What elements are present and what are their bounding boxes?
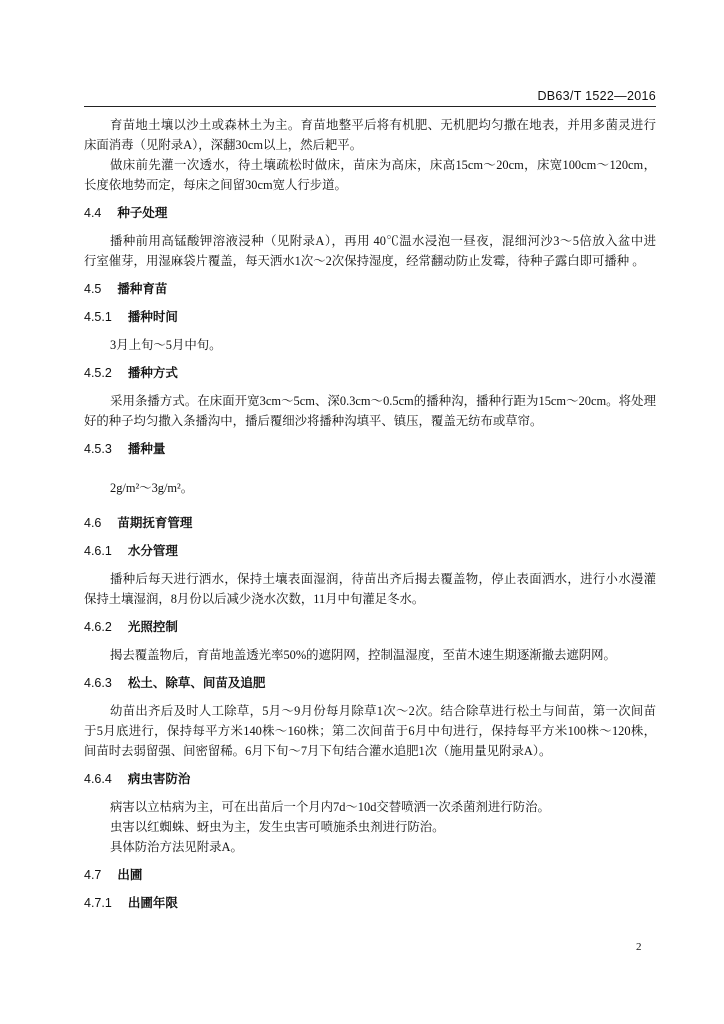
section-heading <box>84 513 656 533</box>
section-number: 4.5 <box>84 282 102 296</box>
paragraph <box>84 115 656 155</box>
section-number: 4.7.1 <box>84 896 112 910</box>
section-heading <box>84 769 656 789</box>
section-title: 光照控制 <box>127 620 178 634</box>
text-line: 行室催芽，用湿麻袋片覆盖，每天洒水1次～2次保持湿度，经常翻动防止发霉，待种子露白即可播种 。 <box>84 254 645 268</box>
document-body <box>84 115 656 913</box>
section-number: 4.5.2 <box>84 366 112 380</box>
section-number: 4.5.3 <box>84 442 112 456</box>
text-line: 好的种子均匀撒入条播沟中，播后覆细沙将播种沟填平、镇压，覆盖无纺布或草帘。 <box>84 414 543 428</box>
section-heading <box>84 893 656 913</box>
paragraph <box>84 335 656 355</box>
paragraph <box>84 701 656 761</box>
section-number: 4.4 <box>84 206 102 220</box>
section-heading <box>84 865 656 885</box>
text-line: 3月上旬～5月中旬。 <box>110 338 222 352</box>
text-line: 保持土壤湿润，8月份以后减少浇水次数，11月中旬灌足冬水。 <box>84 592 425 606</box>
section-title: 播种育苗 <box>117 282 168 296</box>
section-heading <box>84 279 656 299</box>
section-title: 种子处理 <box>117 206 168 220</box>
text-line: 具体防治方法见附录A。 <box>110 840 243 854</box>
section-number: 4.7 <box>84 868 102 882</box>
section-heading <box>84 203 656 223</box>
section-number: 4.6 <box>84 516 102 530</box>
page-number: 2 <box>636 941 642 953</box>
paragraph <box>84 645 656 665</box>
paragraph <box>84 467 656 505</box>
section-heading <box>84 439 656 459</box>
text-line: 病害以立枯病为主，可在出苗后一个月内7d～10d交替喷洒一次杀菌剂进行防治。 <box>110 800 550 814</box>
section-title: 出圃 <box>117 868 143 882</box>
text-line: 长度依地势而定，每床之间留30cm宽人行步道。 <box>84 178 347 192</box>
section-title: 播种量 <box>127 442 166 456</box>
section-heading <box>84 363 656 383</box>
section-number: 4.5.1 <box>84 310 112 324</box>
paragraph <box>84 797 656 817</box>
section-title: 松土、除草、间苗及追肥 <box>127 676 266 690</box>
paragraph <box>84 231 656 271</box>
section-heading <box>84 673 656 693</box>
section-number: 4.6.4 <box>84 772 112 786</box>
text-line: 2g/m²～3g/m²。 <box>110 481 194 495</box>
section-number: 4.6.2 <box>84 620 112 634</box>
text-line: 播种后每天进行洒水，保持土壤表面湿润，待苗出齐后揭去覆盖物，停止表面洒水，进行小水漫灌 <box>110 572 656 586</box>
section-title: 病虫害防治 <box>127 772 191 786</box>
text-line: 间苗时去弱留强、间密留稀。6月下旬～7月下旬结合灌水追肥1次（施用量见附录A）。 <box>84 744 552 758</box>
text-line: 床面消毒（见附录A），深翻30cm以上，然后耙平。 <box>84 138 363 152</box>
section-title: 出圃年限 <box>127 896 178 910</box>
section-heading <box>84 617 656 637</box>
text-line: 采用条播方式。在床面开宽3cm～5cm、深0.3cm～0.5cm的播种沟，播种行距为15cm～20cm。将处理 <box>110 394 656 408</box>
paragraph <box>84 391 656 431</box>
text-line: 播种前用高锰酸钾溶液浸种（见附录A），再用 40℃温水浸泡一昼夜，混细河沙3～5倍放入盆中进 <box>110 234 656 248</box>
text-line: 揭去覆盖物后，育苗地盖透光率50%的遮阴网，控制温湿度，至苗木速生期逐渐撤去遮阴网。 <box>110 648 616 662</box>
header-rule <box>84 106 656 107</box>
section-title: 播种方式 <box>127 366 178 380</box>
paragraph <box>84 837 656 857</box>
section-title: 播种时间 <box>127 310 178 324</box>
text-line: 做床前先灌一次透水，待土壤疏松时做床，苗床为高床，床高15cm～20cm，床宽100cm～120cm， <box>110 158 656 172</box>
paragraph <box>84 155 656 195</box>
section-heading <box>84 307 656 327</box>
text-line: 幼苗出齐后及时人工除草，5月～9月份每月除草1次～2次。结合除草进行松土与间苗，第一次间苗 <box>110 704 656 718</box>
section-title: 水分管理 <box>127 544 178 558</box>
text-line: 育苗地土壤以沙土或森林土为主。育苗地整平后将有机肥、无机肥均匀撒在地表，并用多菌灵进行 <box>110 118 656 132</box>
section-heading <box>84 541 656 561</box>
section-title: 苗期抚育管理 <box>117 516 193 530</box>
standard-code: DB63/T 1522—2016 <box>537 89 656 103</box>
section-number: 4.6.1 <box>84 544 112 558</box>
paragraph <box>84 817 656 837</box>
paragraph <box>84 569 656 609</box>
section-number: 4.6.3 <box>84 676 112 690</box>
text-line: 于5月底进行，保持每平方米140株～160株；第二次间苗于6月中旬进行，保持每平方米100株～120株， <box>84 724 656 738</box>
text-line: 虫害以红蜘蛛、蚜虫为主，发生虫害可喷施杀虫剂进行防治。 <box>110 820 445 834</box>
